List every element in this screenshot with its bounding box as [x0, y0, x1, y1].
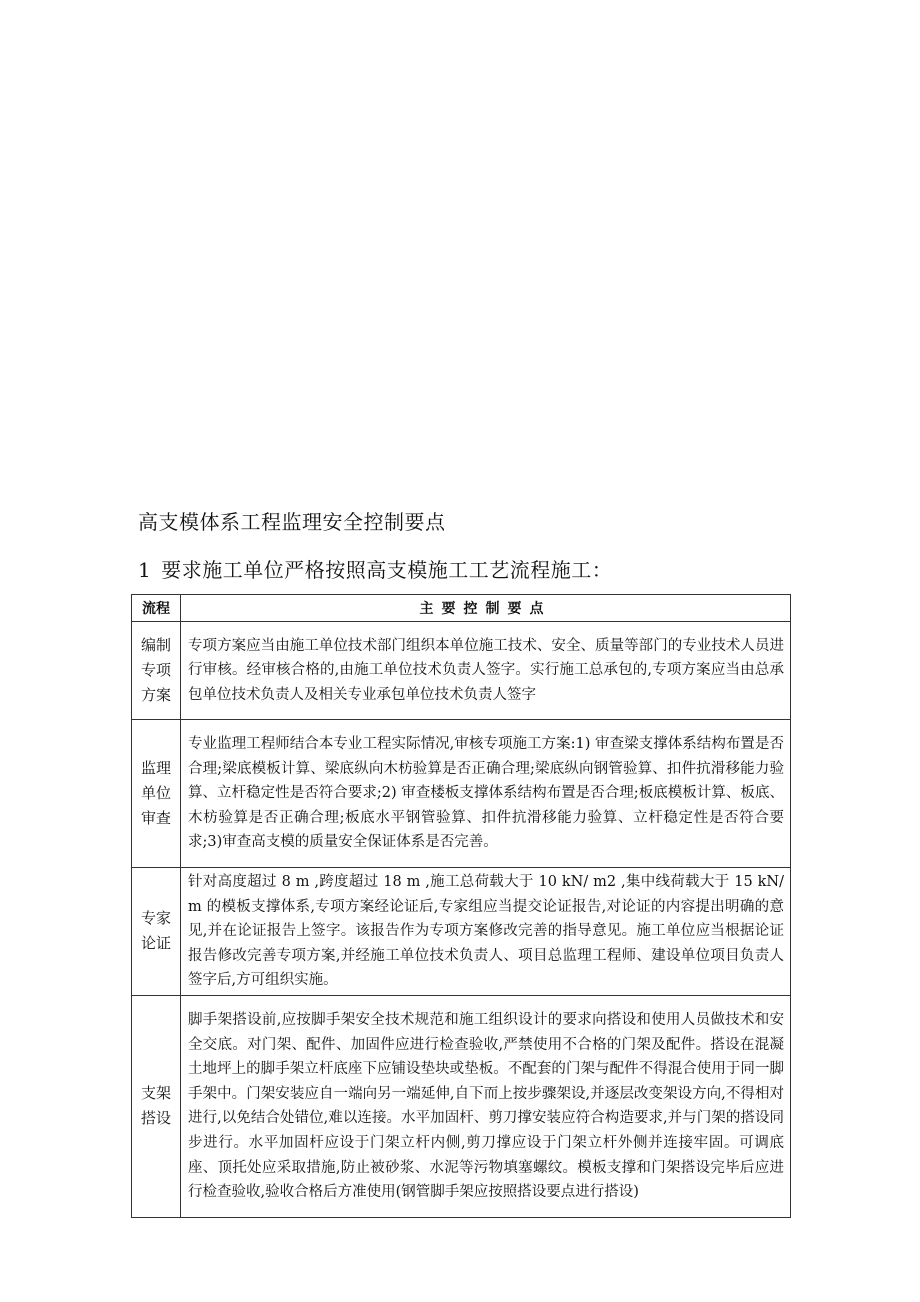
table-header-row [132, 595, 791, 622]
table-row [132, 720, 791, 868]
table-row [132, 622, 791, 720]
stage-cell [132, 868, 181, 996]
content-cell: 专项方案应当由施工单位技术部门组织本单位施工技术、安全、质量等部门的专业技术人员进行审核。经审核合格的,由施工单位技术负责人签字。实行施工总承包的,专项方案应当由总承包单位技术负责人及相关专业承包单位技术负责人签字 [181, 622, 791, 720]
stage-cell [132, 720, 181, 868]
document-title: 高支模体系工程监理安全控制要点 [138, 510, 446, 534]
section-heading [138, 554, 612, 583]
control-points-table [131, 594, 791, 1218]
content-cell: 针对高度超过 8 m ,跨度超过 18 m ,施工总荷载大于 10 kN/ m2 ,集中线荷载大于 15 kN/ m 的模板支撑体系,专项方案经论证后,专家组应当提交论证报告,对论证的内容提出明确的意见,并在论证报告上签字。该报告作为专项方案修改完善的指导意见。施工单位应当根据论证报告修改完善专项方案,并经施工单位技术负责人、项目总监理工程师、建设单位项目负责人签字后,方可组织实施。 [181, 868, 791, 996]
stage-cell [132, 995, 181, 1217]
stage-label: 编制专项方案 [140, 636, 171, 704]
stage-label: 专家论证 [140, 909, 171, 953]
table-row [132, 995, 791, 1217]
stage-cell [132, 622, 181, 720]
header-stage: 流程 [132, 595, 181, 622]
header-control-points: 主要控制要点 [181, 595, 791, 622]
content-cell: 脚手架搭设前,应按脚手架安全技术规范和施工组织设计的要求向搭设和使用人员做技术和安全交底。对门架、配件、加固件应进行检查验收,严禁使用不合格的门架及配件。搭设在混凝土地坪上的脚手架立杆底座下应铺设垫块或垫板。不配套的门架与配件不得混合使用于同一脚手架中。门架安装应自一端向另一端延伸,自下而上按步骤架设,并逐层改变架设方向,不得相对进行,以免结合处错位,难以连接。水平加固杆、剪刀撑安装应符合构造要求,并与门架的搭设同步进行。水平加固杆应设于门架立杆内侧,剪刀撑应设于门架立杆外侧并连接牢固。可调底座、顶托处应采取措施,防止被砂浆、水泥等污物填塞螺纹。模板支撑和门架搭设完毕后应进行检查验收,验收合格后方准使用(钢管脚手架应按照搭设要点进行搭设) [181, 995, 791, 1217]
content-cell: 专业监理工程师结合本专业工程实际情况,审核专项施工方案:1) 审查梁支撑体系结构布置是否合理;梁底模板计算、梁底纵向木枋验算是否正确合理;梁底纵向钢管验算、扣件抗滑移能力验算、立杆稳定性是否符合要求;2) 审查楼板支撑体系结构布置是否合理;板底模板计算、板底、木枋验算是否正确合理;板底水平钢管验算、扣件抗滑移能力验算、立杆稳定性是否符合要求;3)审查高支模的质量安全保证体系是否完善。 [181, 720, 791, 868]
table-row [132, 868, 791, 996]
stage-label: 监理单位审查 [140, 759, 171, 827]
stage-label: 支架搭设 [140, 1084, 171, 1128]
section-number: 1 [138, 558, 152, 582]
section-heading-text: 要求施工单位严格按照高支模施工工艺流程施工： [161, 558, 613, 582]
